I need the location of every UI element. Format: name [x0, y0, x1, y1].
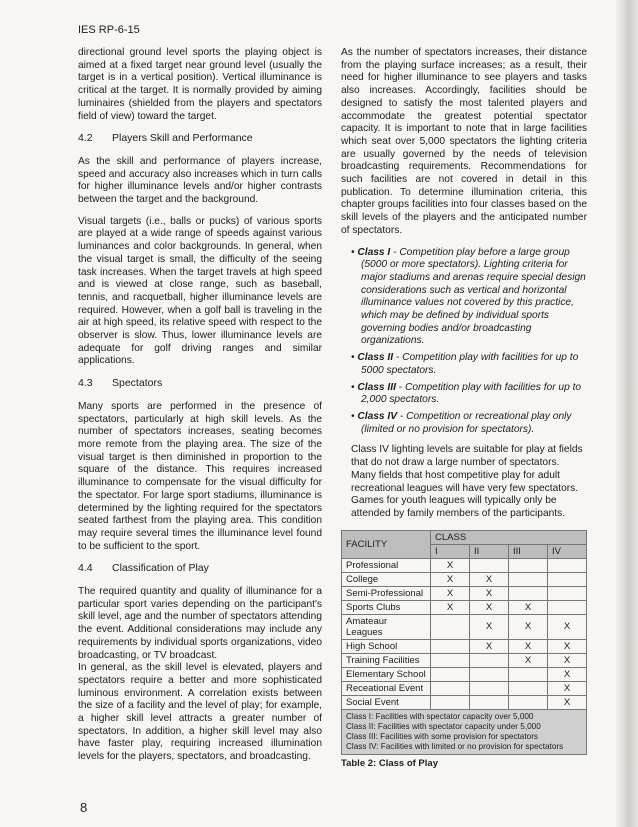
- table-notes: [341, 710, 587, 755]
- table-row: [342, 653, 587, 667]
- class-description: - Competition play before a large group (5000 or more spectators). Lighting criteria for major stadiums and arenas require special design considerations such as vertical and horizontal illuminance values not covered by this practice, which may be defined by individual sports governing bodies and/or broadcasting organizations.: [361, 246, 586, 347]
- facility-name: Amateaur Leagues: [342, 614, 431, 639]
- page-number: 8: [80, 800, 88, 815]
- class-mark: X: [470, 572, 509, 586]
- class-of-play-table: [341, 530, 587, 710]
- class-mark: X: [509, 653, 548, 667]
- class-mark: X: [431, 572, 470, 586]
- class-mark: [431, 639, 470, 653]
- class-mark: X: [470, 614, 509, 639]
- table-row: [342, 695, 587, 709]
- table-row: [342, 600, 587, 614]
- facility-name: Elementary School: [342, 667, 431, 681]
- class-mark: X: [509, 600, 548, 614]
- section-heading-4-2: [78, 132, 322, 145]
- class-mark: [431, 614, 470, 639]
- class-mark: [470, 695, 509, 709]
- facility-name: Sports Clubs: [342, 600, 431, 614]
- class-mark: X: [470, 600, 509, 614]
- list-item: • Class II - Competition play with facilities for up to 5000 spectators.: [351, 352, 579, 376]
- table-row: [342, 639, 587, 653]
- class-mark: [470, 558, 509, 572]
- class-mark: X: [431, 600, 470, 614]
- section-title: Classification of Play: [112, 562, 209, 575]
- paragraph: As the number of spectators increases, their distance from the playing surface increases; as a result, their need for higher illuminance to see players and tasks also increases. Accordingly, facilities should be designed to satisfy the most talented players and accommodate the greatest potential spectator capacity. It is important to note that in large facilities which seat over 5,000 spectators the lighting criteria are usually governed by the needs of television broadcasting requirements. Recommendations for such facilities are not covered in detail in this publication. To determine illumination criteria, this chapter groups facilities into four classes based on the skill levels of the players and the anticipated number of spectators.: [341, 47, 587, 236]
- table-note: Class I: Facilities with spectator capacity over 5,000: [346, 711, 534, 721]
- table-note: Class III: Facilities with some provision for spectators: [346, 731, 539, 741]
- class-column-header: IV: [548, 544, 587, 558]
- facility-name: Semi-Professional: [342, 586, 431, 600]
- class-mark: [548, 600, 587, 614]
- right-column: [341, 47, 587, 770]
- class-mark: X: [431, 586, 470, 600]
- table-note: Class IV: Facilities with limited or no provision for spectators: [346, 741, 564, 751]
- class-mark: [509, 586, 548, 600]
- class-header: CLASS: [431, 530, 587, 544]
- class-mark: [548, 558, 587, 572]
- section-heading-4-4: [78, 562, 322, 575]
- table-row: [342, 681, 587, 695]
- class-mark: [470, 653, 509, 667]
- class-mark: [470, 681, 509, 695]
- class-column-header: I: [431, 544, 470, 558]
- list-item: • Class I - Competition play before a large group (5000 or more spectators). Lighting criteria for major stadiums and arenas require special design considerations such as vertical and horizontal illuminance values not covered by this practice, which may be defined by individual sports governing bodies and/or broadcasting organizations.: [351, 246, 586, 347]
- class-mark: [431, 653, 470, 667]
- class-description: - Competition play with facilities for up to 2,000 spectators.: [361, 381, 582, 406]
- paragraph: directional ground level sports the playing object is aimed at a fixed target near ground level (usually the target is in a vertical position). Vertical illuminance is critical at the target. It is normally provided by aiming luminaires (shielded from the players and spectators field of view) toward the target.: [78, 47, 322, 122]
- paragraph: In general, as the skill level is elevated, players and spectators require a better and more sophisticated luminous environment. A correlation exists between the size of a facility and the level of play; for example, a higher skill level attracts a greater number of spectators. In addition, a higher skill level may also have faster play, requiring increased illumination levels for the players, spectators, and broadcasting.: [78, 662, 322, 763]
- class-mark: X: [470, 639, 509, 653]
- class-label: Class II: [357, 352, 394, 364]
- class-mark: [509, 681, 548, 695]
- class-mark: [431, 667, 470, 681]
- class-mark: [509, 695, 548, 709]
- left-column: [78, 47, 322, 773]
- class-mark: [548, 572, 587, 586]
- scan-edge-shadow: [616, 0, 638, 827]
- class-mark: X: [548, 695, 587, 709]
- list-item: • Class III - Competition play with facilities for up to 2,000 spectators.: [351, 381, 582, 406]
- class-mark: X: [548, 639, 587, 653]
- class-mark: X: [509, 639, 548, 653]
- facility-name: Training Facilities: [342, 653, 431, 667]
- class-mark: X: [548, 667, 587, 681]
- section-title: Spectators: [112, 377, 163, 390]
- running-header: IES RP-6-15: [78, 24, 140, 36]
- class-mark: X: [548, 653, 587, 667]
- class-mark: [431, 681, 470, 695]
- paragraph: Class IV lighting levels are suitable for play at fields that do not draw a large number of spectators. Many fields that host competitive play for adult recreational leagues will have very few spectators. Games for youth leagues will typically only be attended by family members of the participants.: [351, 444, 583, 519]
- table-row: [342, 572, 587, 586]
- class-mark: X: [431, 558, 470, 572]
- facility-header: FACILITY: [342, 530, 431, 558]
- paragraph: Many sports are performed in the presence of spectators, particularly at high skill levels. As the number of spectators increases, seating becomes more remote from the playing area. The size of the visual target is then diminished in proportion to the square of the distance. This requires increased illuminance to compensate for the visual difficulty for the spectator. For large sport stadiums, illuminance is determined by the lighting required for the spectators seated farthest from the playing area. This condition may require several times the illuminance level found to be sufficient to the sport.: [78, 400, 322, 552]
- section-number: 4.2: [78, 132, 93, 145]
- section-heading-4-3: [78, 377, 322, 390]
- class-mark: X: [548, 614, 587, 639]
- class-mark: X: [548, 681, 587, 695]
- table-row: [342, 667, 587, 681]
- facility-name: College: [342, 572, 431, 586]
- class-description: - Competition play with facilities for up to 5000 spectators.: [361, 352, 579, 376]
- table-note: Class II: Facilities with spectator capacity under 5,000: [346, 721, 541, 731]
- class-mark: X: [509, 614, 548, 639]
- paragraph: Visual targets (i.e., balls or pucks) of various sports are played at a wide range of speeds against various luminances and color backgrounds. In general, when the visual target is small, the difficulty of the seeing task increases. When the target travels at high speed and is viewed at close range, such as baseball, tennis, and racquetball, higher illuminance levels are required. However, when a golf ball is traveling in the air at high speed, its relative speed with respect to the observer is slow. Thus, lower illuminance levels are adequate for golf driving ranges and similar applications.: [78, 215, 322, 367]
- table-row: [342, 586, 587, 600]
- class-description: - Competition or recreational play only (limited or no provision for spectators).: [361, 410, 572, 435]
- class-label: Class IV: [357, 410, 398, 422]
- section-number: 4.3: [78, 377, 93, 390]
- facility-name: Social Event: [342, 695, 431, 709]
- paragraph: As the skill and performance of players increase, speed and accuracy also increases which in turn calls for higher illuminance levels and/or higher contrasts between the target and the background.: [78, 155, 322, 206]
- class-column-header: II: [470, 544, 509, 558]
- section-title: Players Skill and Performance: [112, 132, 253, 145]
- paragraph: The required quantity and quality of illuminance for a particular sport varies depending on the participant's skill level, age and the number of spectators attending the event. Additional considerations may include any requirements by individual sports organizations, video broadcasting, or TV broadcast.: [78, 586, 322, 661]
- class-mark: [431, 695, 470, 709]
- table-caption: Table 2: Class of Play: [341, 757, 438, 769]
- class-mark: [509, 667, 548, 681]
- class-mark: [509, 572, 548, 586]
- class-label: Class III: [357, 381, 396, 393]
- table-row: [342, 558, 587, 572]
- class-mark: [470, 667, 509, 681]
- class-list: [351, 247, 587, 437]
- facility-name: Professional: [342, 558, 431, 572]
- class-mark: X: [470, 586, 509, 600]
- class-label: Class I: [357, 246, 391, 258]
- table-row: [342, 614, 587, 639]
- facility-name: High School: [342, 639, 431, 653]
- list-item: • Class IV - Competition or recreational play only (limited or no provision for spectators).: [351, 410, 572, 435]
- class-mark: [548, 586, 587, 600]
- facility-name: Receational Event: [342, 681, 431, 695]
- class-mark: [509, 558, 548, 572]
- class-column-header: III: [509, 544, 548, 558]
- section-number: 4.4: [78, 562, 93, 575]
